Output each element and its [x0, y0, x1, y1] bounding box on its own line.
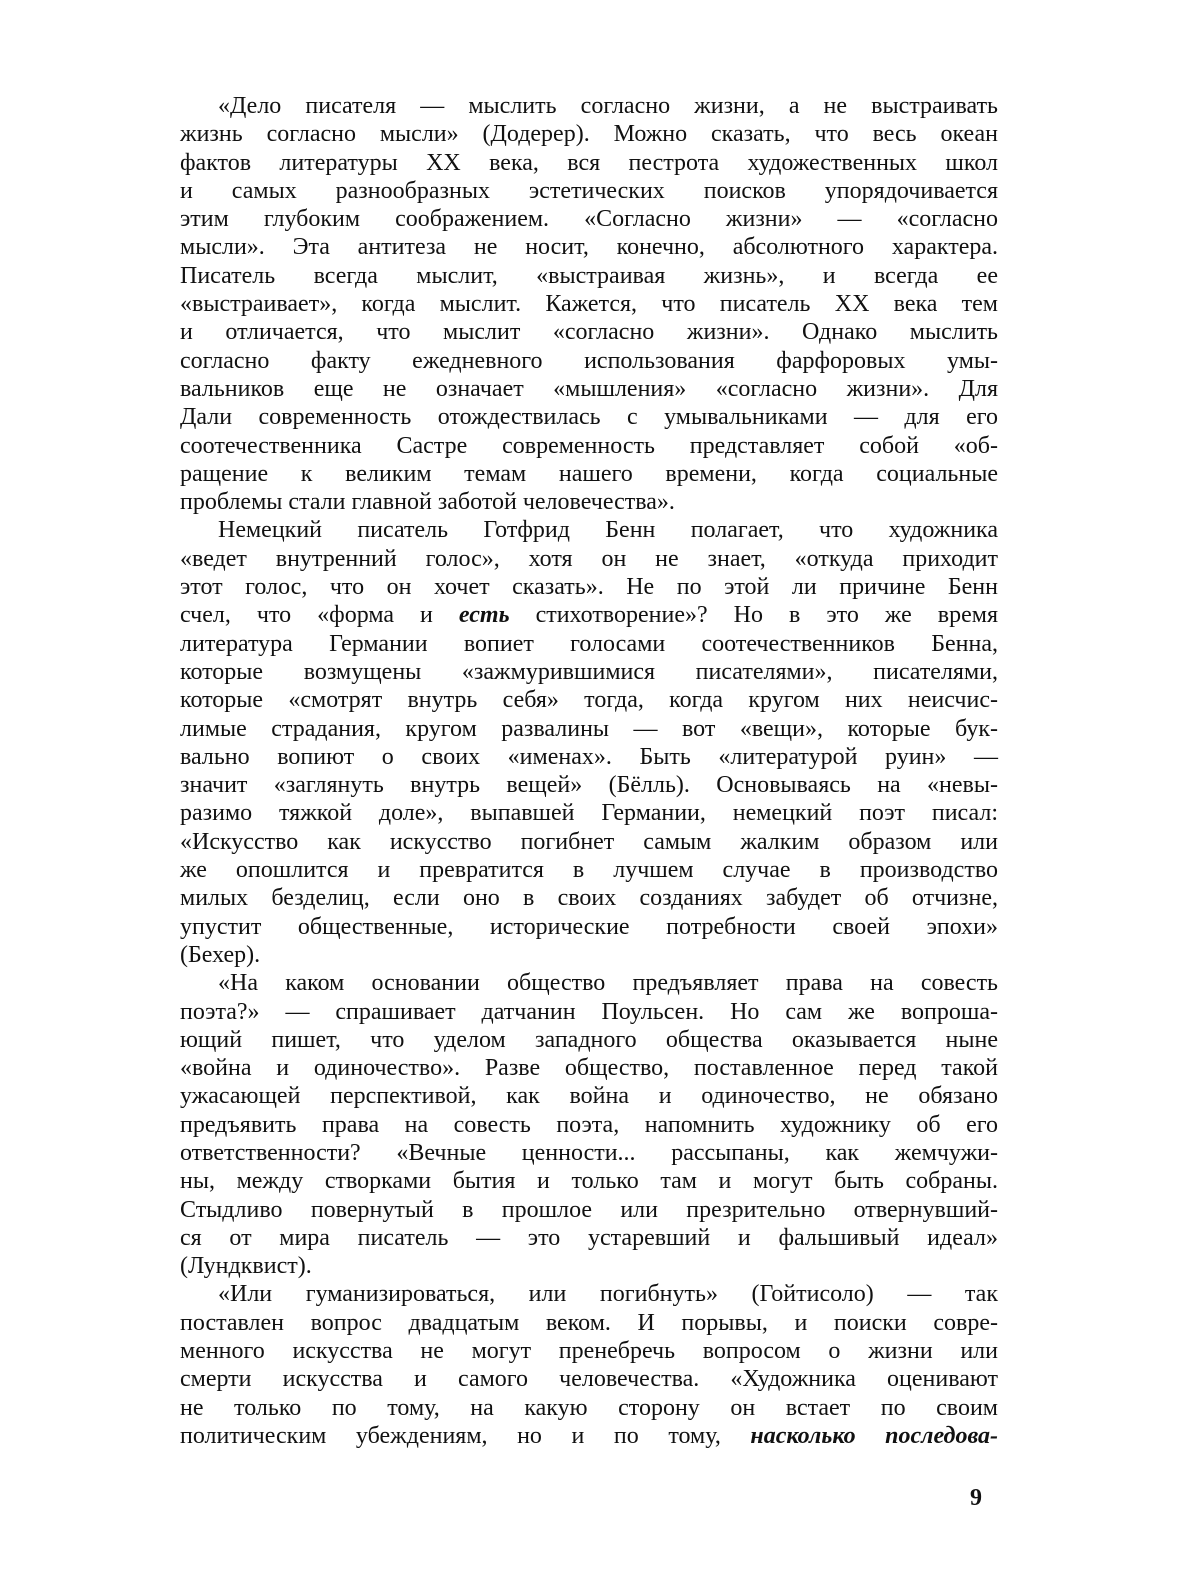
text-line: значит «заглянуть внутрь вещей» (Бёлль). Основываясь на «невы-	[180, 772, 998, 799]
text-line: жизнь согласно мысли» (Додерер). Можно сказать, что весь океан	[180, 121, 998, 148]
text-line: фактов литературы XX века, вся пестрота художественных школ	[180, 149, 998, 176]
text-line: согласно факту ежедневного использования фарфоровых умы-	[180, 347, 998, 374]
text-line: ся от мира писатель — это устаревший и фальшивый идеал»	[180, 1224, 998, 1251]
text-line: этот голос, что он хочет сказать». Не по этой ли причине Бенн	[180, 574, 998, 601]
text-line: лимые страдания, кругом развалины — вот «вещи», которые бук-	[180, 715, 998, 742]
body-text	[180, 92, 998, 1450]
emphasis-word: есть	[458, 602, 510, 629]
text-line: «ведет внутренний голос», хотя он не знает, «откуда приходит	[180, 545, 998, 572]
text-line: милых безделиц, если оно в своих созданиях забудет об отчизне,	[180, 885, 998, 912]
emphasis-phrase: насколько последова-	[750, 1422, 998, 1449]
text-segment: счел, что «форма и	[180, 602, 459, 629]
text-line: предъявить права на совесть поэта, напомнить художнику об его	[180, 1111, 998, 1138]
text-line-with-emphasis	[180, 601, 998, 629]
text-line: ращение к великим темам нашего времени, когда социальные	[180, 460, 998, 487]
text-line: соотечественника Састре современность представляет собой «об-	[180, 432, 998, 459]
text-line: литература Германии вопиет голосами соотечественников Бенна,	[180, 630, 998, 657]
paragraph-3	[180, 969, 998, 1280]
text-line: этим глубоким соображением. «Согласно жизни» — «согласно	[180, 206, 998, 233]
text-line: мысли». Эта антитеза не носит, конечно, абсолютного характера.	[180, 234, 998, 261]
text-line: «Искусство как искусство погибнет самым жалким образом или	[180, 828, 998, 855]
text-line: (Лундквист).	[180, 1253, 312, 1280]
text-line: которые «смотрят внутрь себя» тогда, когда кругом них неисчис-	[180, 687, 998, 714]
text-line: Немецкий писатель Готфрид Бенн полагает, что художника	[218, 517, 998, 544]
text-line: разимо тяжкой доле», выпавшей Германии, немецкий поэт писал:	[180, 800, 998, 827]
text-line: ющий пишет, что уделом западного общества оказывается ныне	[180, 1026, 998, 1053]
text-line: Дали современность отождествилась с умывальниками — для его	[180, 404, 998, 431]
text-line: вально вопиют о своих «именах». Быть «литературой руин» —	[180, 743, 998, 770]
text-line: поставлен вопрос двадцатым веком. И порывы, и поиски совре-	[180, 1309, 998, 1336]
text-segment: стихотворение»? Но в это же время	[509, 602, 998, 629]
paragraph-2	[180, 516, 998, 969]
text-line: «Дело писателя — мыслить согласно жизни, а не выстраивать	[218, 93, 998, 119]
page-number: 9	[970, 1485, 982, 1511]
text-segment: политическим убеждениям, но и по тому,	[180, 1422, 751, 1449]
paragraph-4	[180, 1280, 998, 1450]
text-line: Писатель всегда мыслит, «выстраивая жизнь», и всегда ее	[180, 262, 998, 289]
text-line: (Бехер).	[180, 941, 261, 968]
text-line: ужасающей перспективой, как война и одиночество, не обязано	[180, 1083, 998, 1110]
text-line: не только по тому, на какую сторону он встает по своим	[180, 1394, 998, 1421]
text-line: вальников еще не означает «мышления» «согласно жизни». Для	[180, 375, 998, 402]
text-line: проблемы стали главной заботой человечества».	[180, 489, 675, 516]
paragraph-1	[180, 92, 998, 516]
text-line-with-emphasis	[180, 1422, 998, 1450]
text-line: и отличается, что мыслит «согласно жизни». Однако мыслить	[180, 319, 998, 346]
text-line: же опошлится и превратится в лучшем случае в производство	[180, 857, 998, 884]
text-line: Стыдливо повернутый в прошлое или презрительно отвернувший-	[180, 1196, 998, 1223]
text-line: упустит общественные, исторические потребности своей эпохи»	[180, 913, 998, 940]
text-line: менного искусства не могут пренебречь вопросом о жизни или	[180, 1338, 998, 1365]
text-line: поэта?» — спрашивает датчанин Поульсен. Но сам же вопроша-	[180, 998, 998, 1025]
text-line: и самых разнообразных эстетических поисков упорядочивается	[180, 177, 998, 204]
text-line: «Или гуманизироваться, или погибнуть» (Гойтисоло) — так	[218, 1281, 998, 1308]
text-line: ны, между створками бытия и только там и могут быть собраны.	[180, 1168, 998, 1195]
text-line: смерти искусства и самого человечества. «Художника оценивают	[180, 1366, 998, 1393]
text-line: «война и одиночество». Разве общество, поставленное перед такой	[180, 1055, 998, 1082]
text-line: «На каком основании общество предъявляет права на совесть	[218, 970, 998, 997]
text-line: ответственности? «Вечные ценности... рассыпаны, как жемчужи-	[180, 1139, 998, 1166]
text-line: которые возмущены «зажмурившимися писателями», писателями,	[180, 658, 998, 685]
text-line: «выстраивает», когда мыслит. Кажется, что писатель XX века тем	[180, 291, 998, 318]
